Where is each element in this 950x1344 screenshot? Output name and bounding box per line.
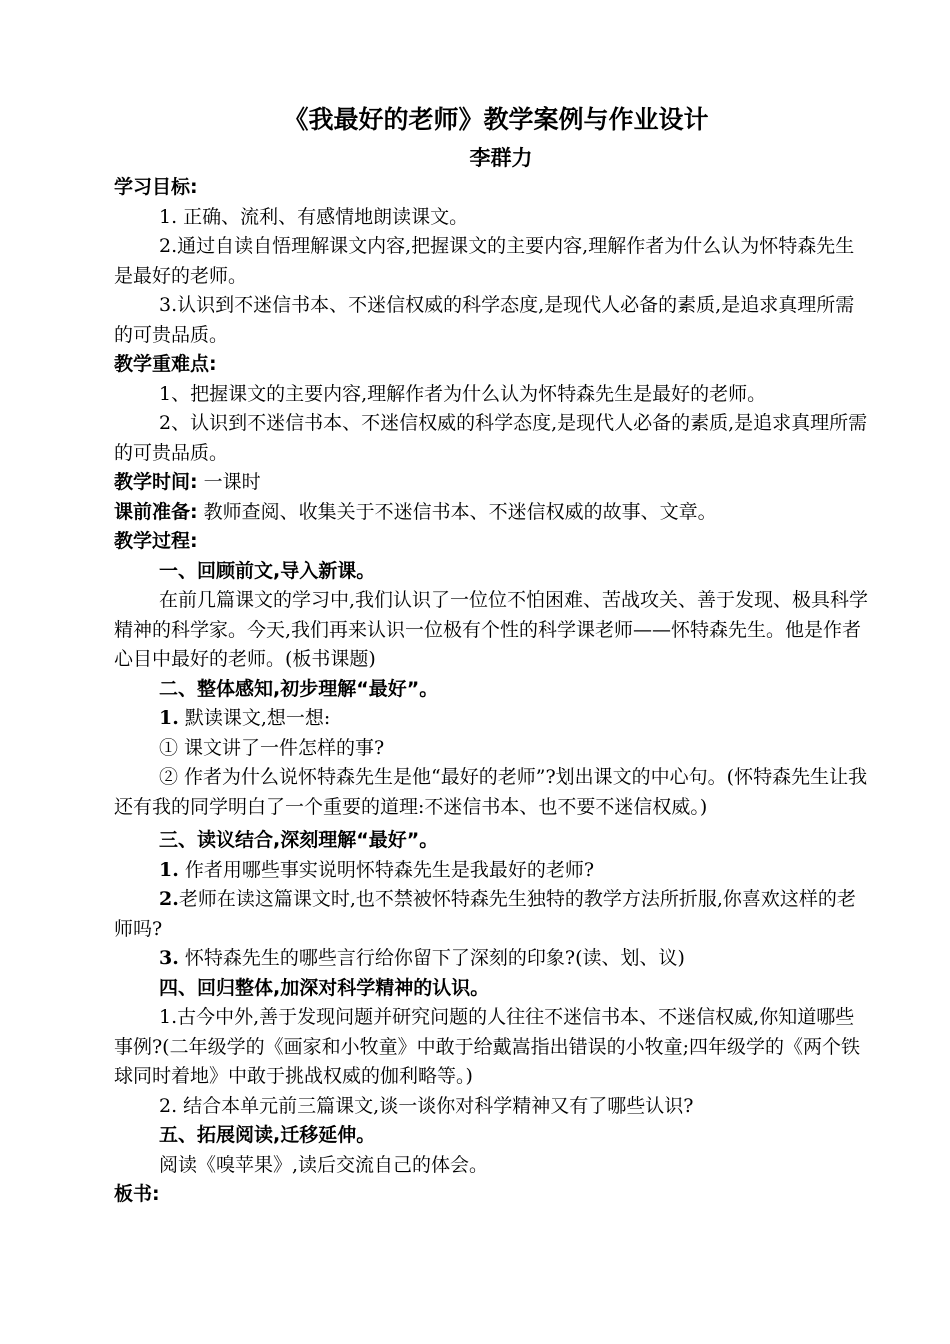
teaching-time (114, 468, 870, 498)
section-3-title: 三、读议结合,深刻理解“最好”。 (159, 829, 439, 851)
class-prep (114, 498, 870, 528)
question-text: 作者用哪些事实说明怀特森先生是我最好的老师? (178, 858, 595, 881)
section-2-title: 二、整体感知,初步理解“最好”。 (159, 677, 439, 700)
goal-item: 3.认识到不迷信书本、不迷信权威的科学态度,是现代人必备的素质,是追求真理所需的可贵品质。 (114, 294, 855, 346)
goal-item: 1. 正确、流利、有感情地朗读课文。 (159, 205, 469, 228)
process-heading: 教学过程: (114, 530, 198, 552)
section-5-title: 五、拓展阅读,迁移延伸。 (159, 1124, 376, 1146)
board-heading: 板书: (114, 1183, 160, 1205)
question-text: 怀特森先生的哪些言行给你留下了深刻的印象?(读、划、议) (178, 947, 685, 969)
goal-item: 2.通过自读自悟理解课文内容,把握课文的主要内容,理解作者为什么认为怀特森先生是最好的老师。 (114, 235, 855, 287)
class-prep-label: 课前准备: (114, 500, 198, 523)
question-text: 默读课文,想一想: (178, 707, 331, 729)
section-5-text: 阅读《嗅苹果》,读后交流自己的体会。 (159, 1153, 489, 1176)
class-prep-value: 教师查阅、收集关于不迷信书本、不迷信权威的故事、文章。 (203, 500, 717, 523)
section-1-text: 在前几篇课文的学习中,我们认识了一位位不怕困难、苦战攻关、善于发现、极具科学精神的科学家。今天,我们再来认识一位极有个性的科学课老师——怀特森先生。他是作者心目中最好的老师。(板书课题) (114, 589, 869, 670)
section-4-question: 1.古今中外,善于发现问题并研究问题的人往往不迷信书本、不迷信权威,你知道哪些事例?(二年级学的《画家和小牧童》中敢于给戴嵩指出错误的小牧童;四年级学的《两个铁球同时着地》中敢于挑战权威的伽利略等。) (114, 1006, 861, 1087)
document-title: 《我最好的老师》教学案例与作业设计 (283, 105, 709, 134)
section-3-question (114, 944, 870, 974)
section-2-question (114, 704, 870, 734)
teaching-time-value: 一课时 (203, 471, 261, 493)
question-number: 1. (159, 858, 179, 881)
section-4-question: 2. 结合本单元前三篇课文,谈一谈你对科学精神又有了哪些认识? (159, 1094, 694, 1117)
section-3-question (114, 885, 870, 944)
section-4-title: 四、回归整体,加深对科学精神的认识。 (159, 976, 490, 999)
key-point-item: 1、把握课文的主要内容,理解作者为什么认为怀特森先生是最好的老师。 (159, 382, 767, 405)
section-1-title: 一、回顾前文,导入新课。 (159, 559, 376, 582)
question-number: 1. (159, 707, 179, 729)
question-number: 2. (159, 888, 179, 910)
section-3-question (114, 856, 870, 886)
goals-heading: 学习目标: (114, 176, 198, 198)
teaching-time-label: 教学时间: (114, 471, 198, 493)
section-2-sub-question: ① 课文讲了一件怎样的事? (159, 736, 385, 759)
section-2-sub-question: ② 作者为什么说怀特森先生是他“最好的老师”?划出课文的中心句。(怀特森先生让我还有我的同学明白了一个重要的道理:不迷信书本、也不要不迷信权威。) (114, 766, 868, 818)
question-text: 老师在读这篇课文时,也不禁被怀特森先生独特的教学方法所折服,你喜欢这样的老师吗? (114, 888, 856, 940)
key-point-item: 2、认识到不迷信书本、不迷信权威的科学态度,是现代人必备的素质,是追求真理所需的可贵品质。 (114, 412, 868, 464)
author-name: 李群力 (469, 146, 533, 170)
question-number: 3. (159, 947, 179, 969)
key-points-heading: 教学重难点: (114, 353, 217, 375)
